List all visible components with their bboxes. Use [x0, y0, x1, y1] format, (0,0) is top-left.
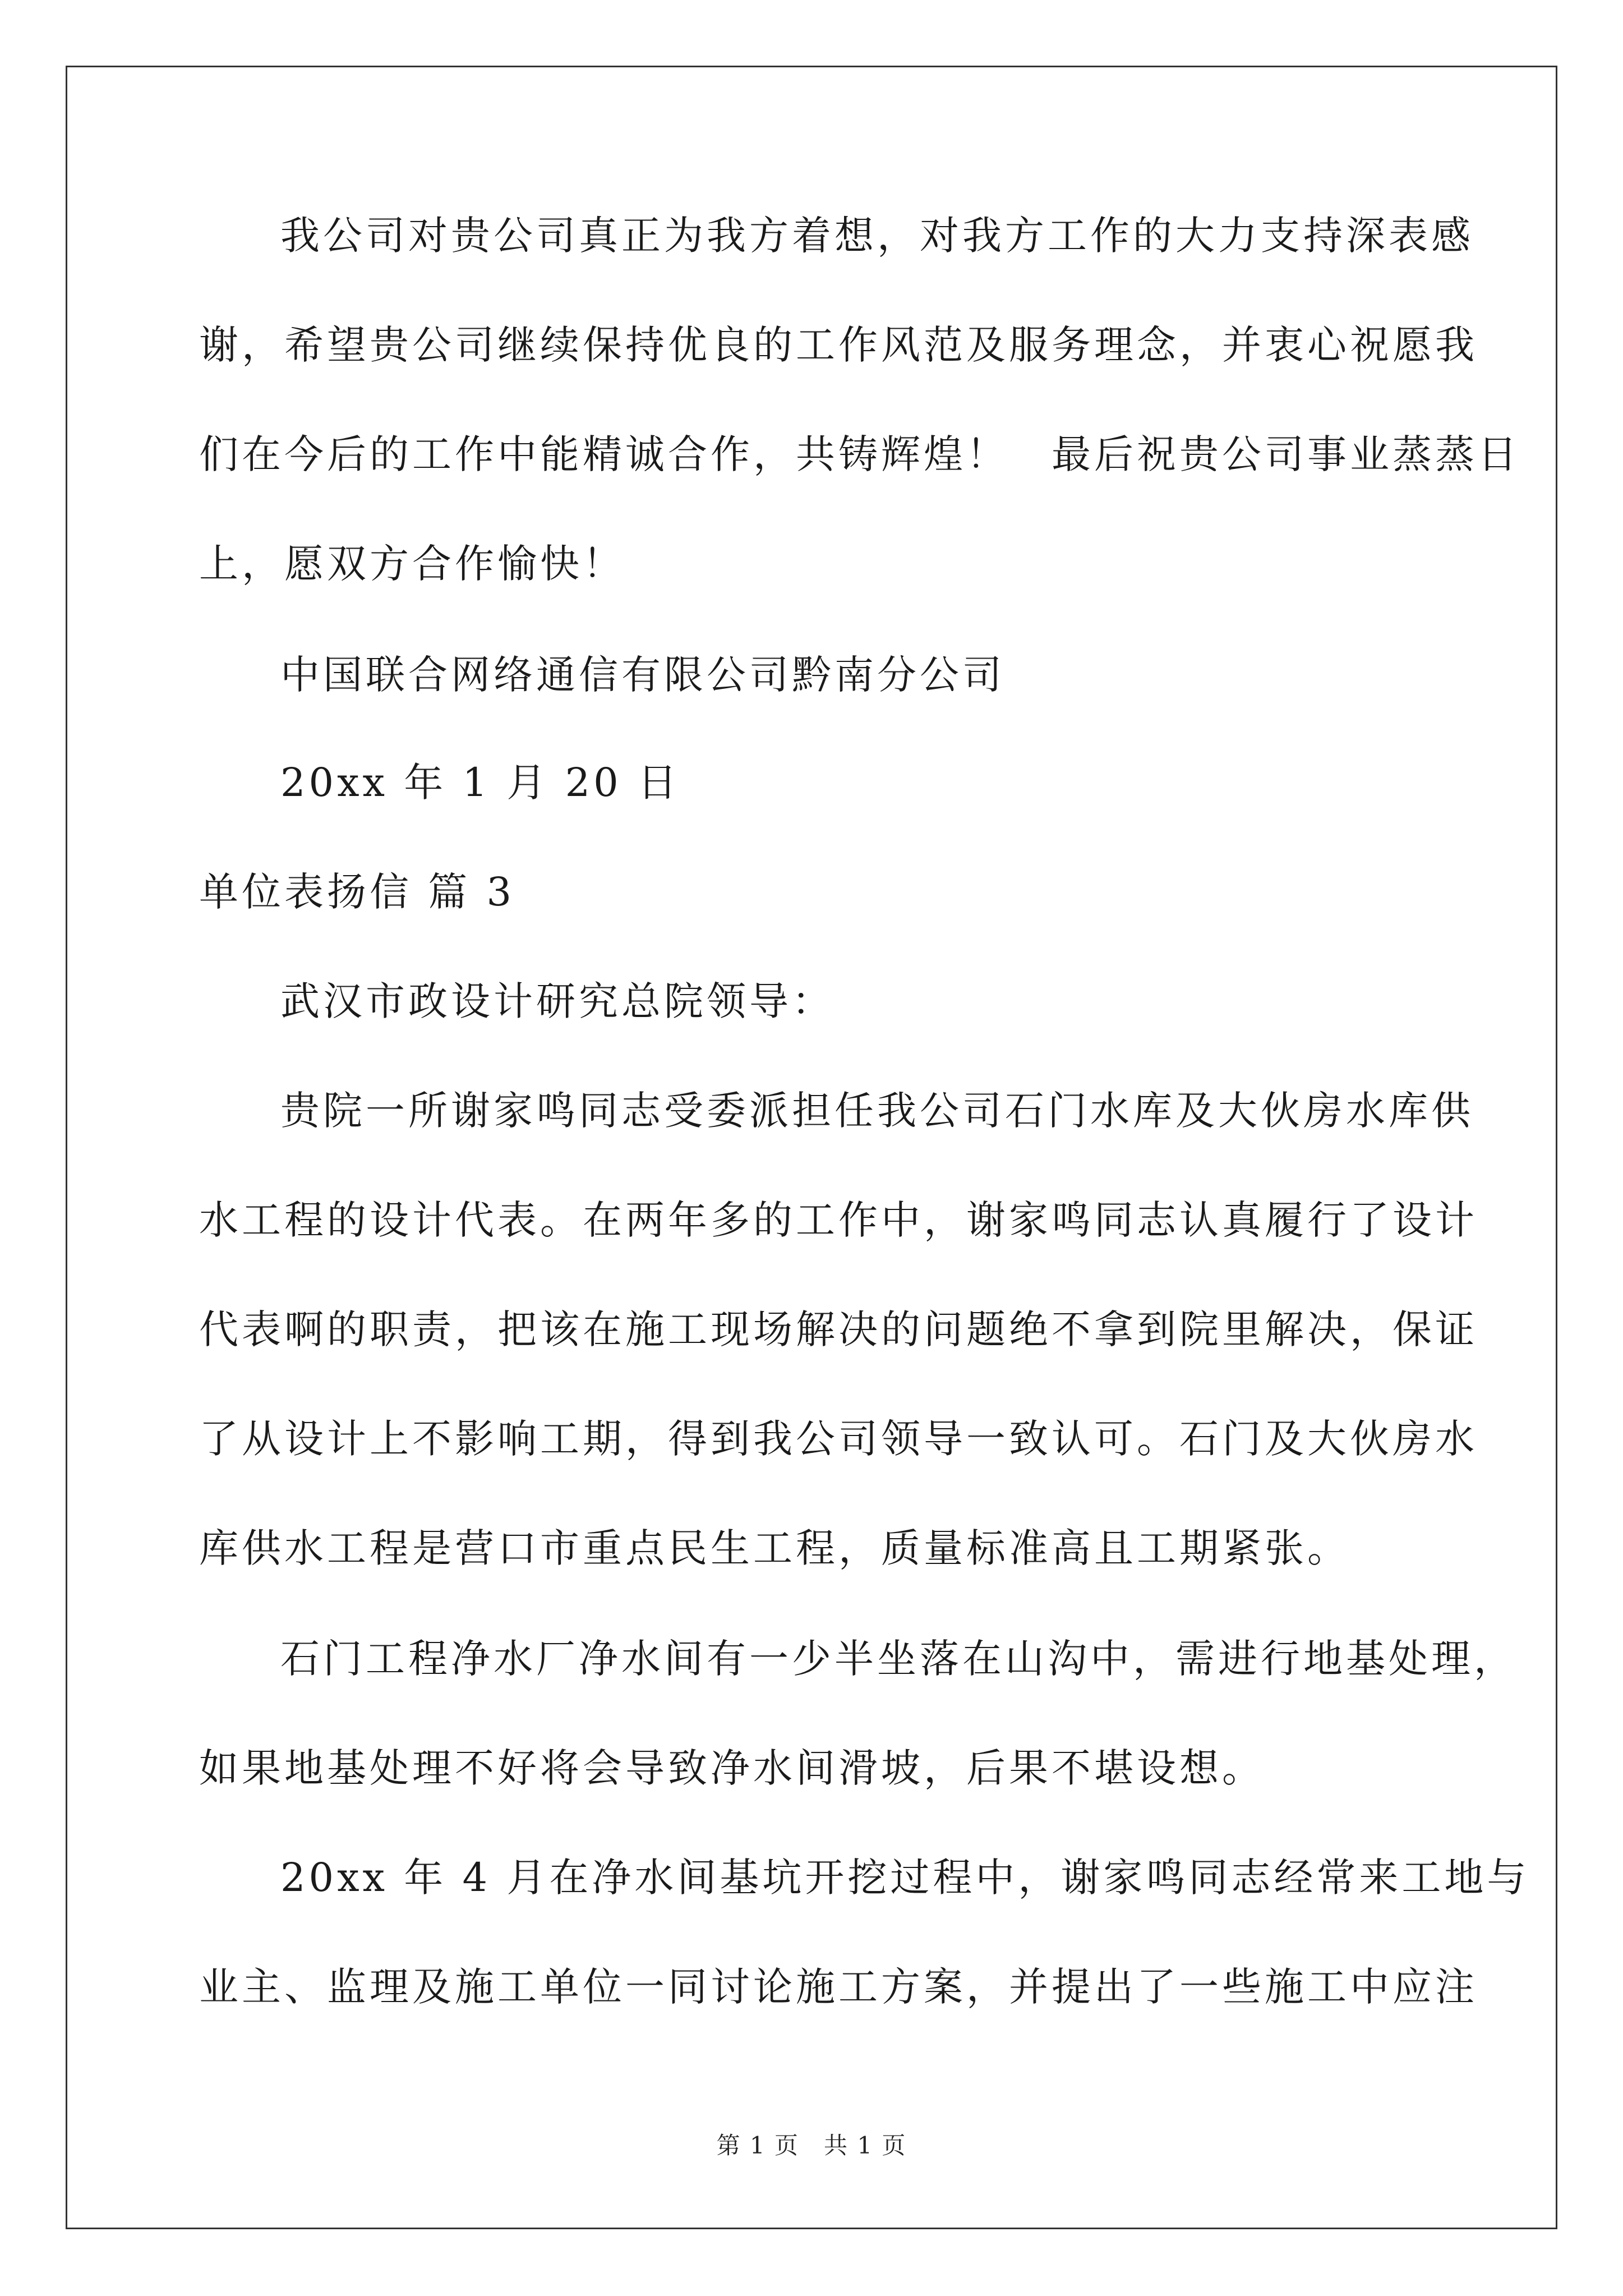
paragraph-line: 水工程的设计代表。在两年多的工作中，谢家鸣同志认真履行了设计: [199, 1197, 1478, 1243]
paragraph-line: 贵院一所谢家鸣同志受委派担任我公司石门水库及大伙房水库供: [280, 1088, 1474, 1134]
page-number-footer: 第 1 页 共 1 页: [716, 2132, 907, 2159]
paragraph-line: 如果地基处理不好将会导致净水间滑坡，后果不堪设想。: [199, 1745, 1265, 1791]
paragraph-line: 业主、监理及施工单位一同讨论施工方案，并提出了一些施工中应注: [199, 1964, 1478, 2010]
paragraph-line: 我公司对贵公司真正为我方着想，对我方工作的大力支持深表感: [280, 213, 1474, 259]
paragraph-line: 了从设计上不影响工期，得到我公司领导一致认可。石门及大伙房水: [199, 1416, 1478, 1462]
page-frame: [66, 66, 1557, 2229]
section-heading: 单位表扬信 篇 3: [199, 869, 515, 915]
paragraph-line: 代表啊的职责，把该在施工现场解决的问题绝不拿到院里解决，保证: [199, 1306, 1478, 1352]
signature-company: 中国联合网络通信有限公司黔南分公司: [280, 652, 1005, 698]
signature-date: 20xx 年 1 月 20 日: [280, 760, 680, 806]
paragraph-line: 20xx 年 4 月在净水间基坑开挖过程中，谢家鸣同志经常来工地与: [280, 1855, 1530, 1901]
paragraph-line: 石门工程净水厂净水间有一少半坐落在山沟中，需进行地基处理，: [280, 1636, 1516, 1682]
salutation: 武汉市政设计研究总院领导：: [280, 978, 834, 1024]
paragraph-line: 上，愿双方合作愉快！: [199, 541, 625, 587]
paragraph-line: 库供水工程是营口市重点民生工程，质量标准高且工期紧张。: [199, 1525, 1350, 1571]
paragraph-line: 们在今后的工作中能精诚合作，共铸辉煌！ 最后祝贵公司事业蒸蒸日: [199, 431, 1520, 477]
paragraph-line: 谢，希望贵公司继续保持优良的工作风范及服务理念，并衷心祝愿我: [199, 322, 1478, 368]
